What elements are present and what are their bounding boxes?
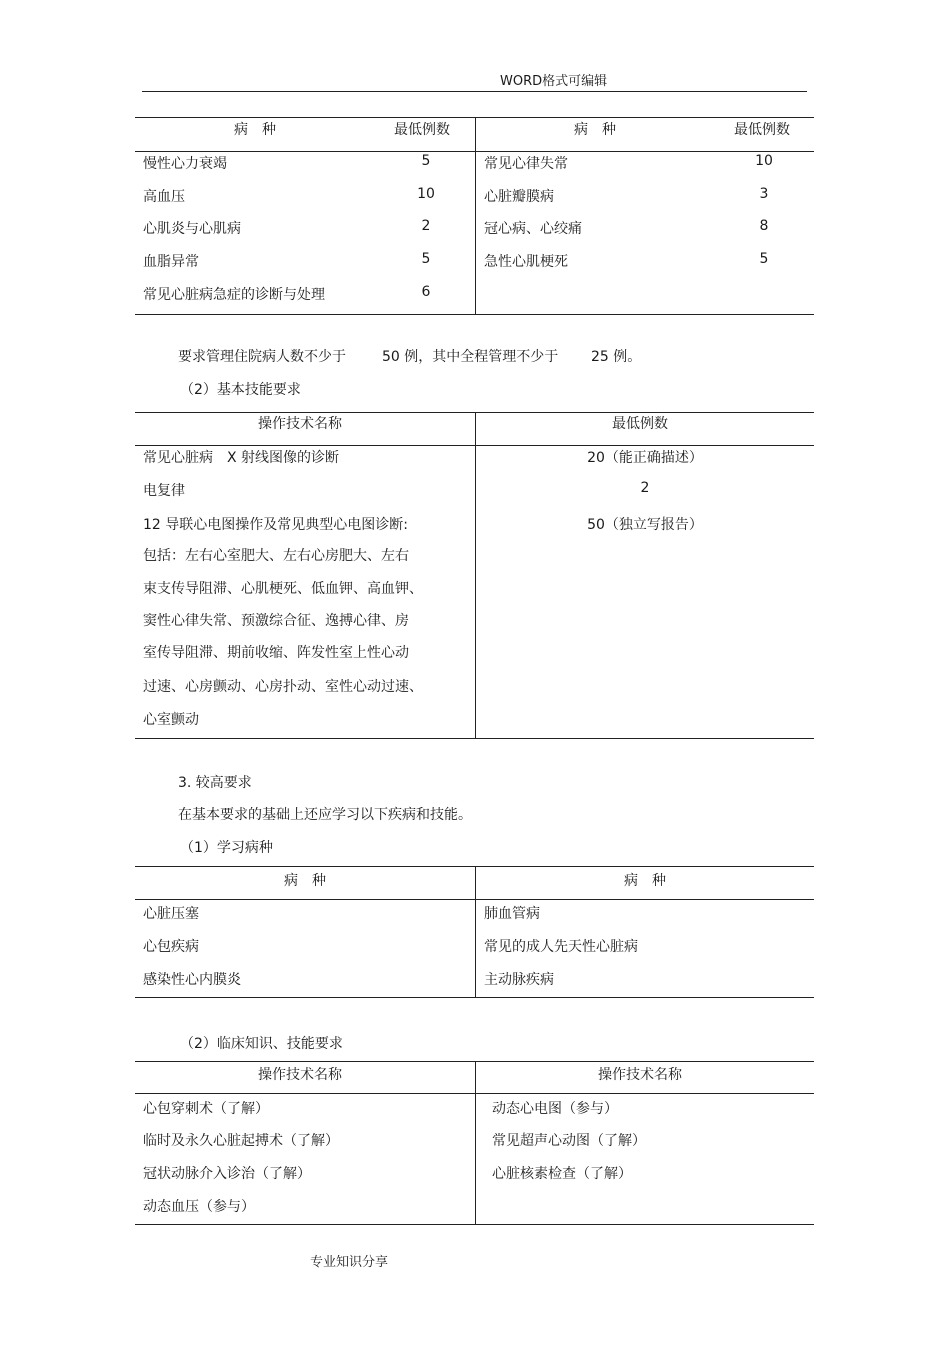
header-disease-right: 病 种 xyxy=(624,873,666,889)
table-cell: 高血压 xyxy=(143,189,185,205)
table-cell: 8 xyxy=(759,218,769,234)
table-cell: 心脏压塞 xyxy=(143,906,199,922)
table-cell: 慢性心力衰竭 xyxy=(143,156,227,172)
table-cell: 50（独立写报告） xyxy=(587,517,703,533)
header-disease-left: 病 种 xyxy=(234,122,276,138)
table-cell: 10 xyxy=(755,153,773,169)
table-cell: 5 xyxy=(421,153,431,169)
manage-requirement-text: 要求管理住院病人数不少于 xyxy=(178,349,346,365)
table-cell: 心脏核素检查（了解） xyxy=(492,1166,632,1182)
manage-requirement-full-count: 25 例。 xyxy=(591,349,642,365)
section3-sub1-title: （1）学习病种 xyxy=(180,840,273,856)
table-cell: 10 xyxy=(417,186,435,202)
header-count-right: 最低例数 xyxy=(734,122,790,138)
header-count-left: 最低例数 xyxy=(394,122,450,138)
ecg-detail-line: 室传导阻滞、期前收缩、阵发性室上性心动 xyxy=(143,645,409,661)
header-skill-name: 操作技术名称 xyxy=(258,416,342,432)
table-cell: 5 xyxy=(759,251,769,267)
header-skill-left: 操作技术名称 xyxy=(258,1067,342,1083)
table-cell: 血脂异常 xyxy=(143,254,199,270)
section3-title: 3. 较高要求 xyxy=(178,775,252,791)
header-rule xyxy=(142,91,807,92)
table-cell: 常见心脏病急症的诊断与处理 xyxy=(143,287,325,303)
header-disease-right: 病 种 xyxy=(574,122,616,138)
table-cell: 肺血管病 xyxy=(484,906,540,922)
table-cell: 2 xyxy=(640,480,650,496)
table-cell: 常见心脏病 X 射线图像的诊断 xyxy=(143,450,340,466)
page-footer: 专业知识分享 xyxy=(310,1255,389,1270)
table-cell: 急性心肌梗死 xyxy=(484,254,568,270)
table-cell: 动态血压（参与） xyxy=(143,1199,255,1215)
table-cell: 心包穿刺术（了解） xyxy=(143,1101,269,1117)
ecg-detail-line: 窦性心律失常、预激综合征、逸搏心律、房 xyxy=(143,613,409,629)
ecg-detail-line: 束支传导阻滞、心肌梗死、低血钾、高血钾、 xyxy=(143,581,423,597)
header-disease-left: 病 种 xyxy=(284,873,326,889)
table-cell: 动态心电图（参与） xyxy=(492,1101,618,1117)
table-cell: 常见超声心动图（了解） xyxy=(492,1133,646,1149)
table-cell: 常见心律失常 xyxy=(484,156,568,172)
table-cell: 心脏瓣膜病 xyxy=(484,189,554,205)
table-cell: 常见的成人先天性心脏病 xyxy=(484,939,638,955)
section-clinical-title: （2）临床知识、技能要求 xyxy=(180,1036,343,1052)
section3-intro: 在基本要求的基础上还应学习以下疾病和技能。 xyxy=(178,807,472,823)
table-cell: 心肌炎与心肌病 xyxy=(143,221,241,237)
table-cell: 2 xyxy=(421,218,431,234)
table-cell: 12 导联心电图操作及常见典型心电图诊断: xyxy=(143,517,408,533)
table-cell: 电复律 xyxy=(143,483,185,499)
ecg-detail-line: 心室颤动 xyxy=(143,712,199,728)
section-basic-skill-title: （2）基本技能要求 xyxy=(180,382,301,398)
table-cell: 20（能正确描述） xyxy=(587,450,703,466)
table-cell: 6 xyxy=(421,284,431,300)
ecg-detail-line: 包括：左右心室肥大、左右心房肥大、左右 xyxy=(143,548,409,564)
header-min-count: 最低例数 xyxy=(612,416,668,432)
header-skill-right: 操作技术名称 xyxy=(598,1067,682,1083)
table-cell: 3 xyxy=(759,186,769,202)
ecg-detail-line: 过速、心房颤动、心房扑动、室性心动过速、 xyxy=(143,679,423,695)
table-cell: 5 xyxy=(421,251,431,267)
table-cell: 临时及永久心脏起搏术（了解） xyxy=(143,1133,339,1149)
table-cell: 冠心病、心绞痛 xyxy=(484,221,582,237)
table-cell: 心包疾病 xyxy=(143,939,199,955)
page-header: WORD格式可编辑 xyxy=(500,74,608,89)
table-cell: 冠状动脉介入诊治（了解） xyxy=(143,1166,311,1182)
manage-requirement-count: 50 例，其中全程管理不少于 xyxy=(382,349,559,365)
table-cell: 感染性心内膜炎 xyxy=(143,972,241,988)
table-cell: 主动脉疾病 xyxy=(484,972,554,988)
